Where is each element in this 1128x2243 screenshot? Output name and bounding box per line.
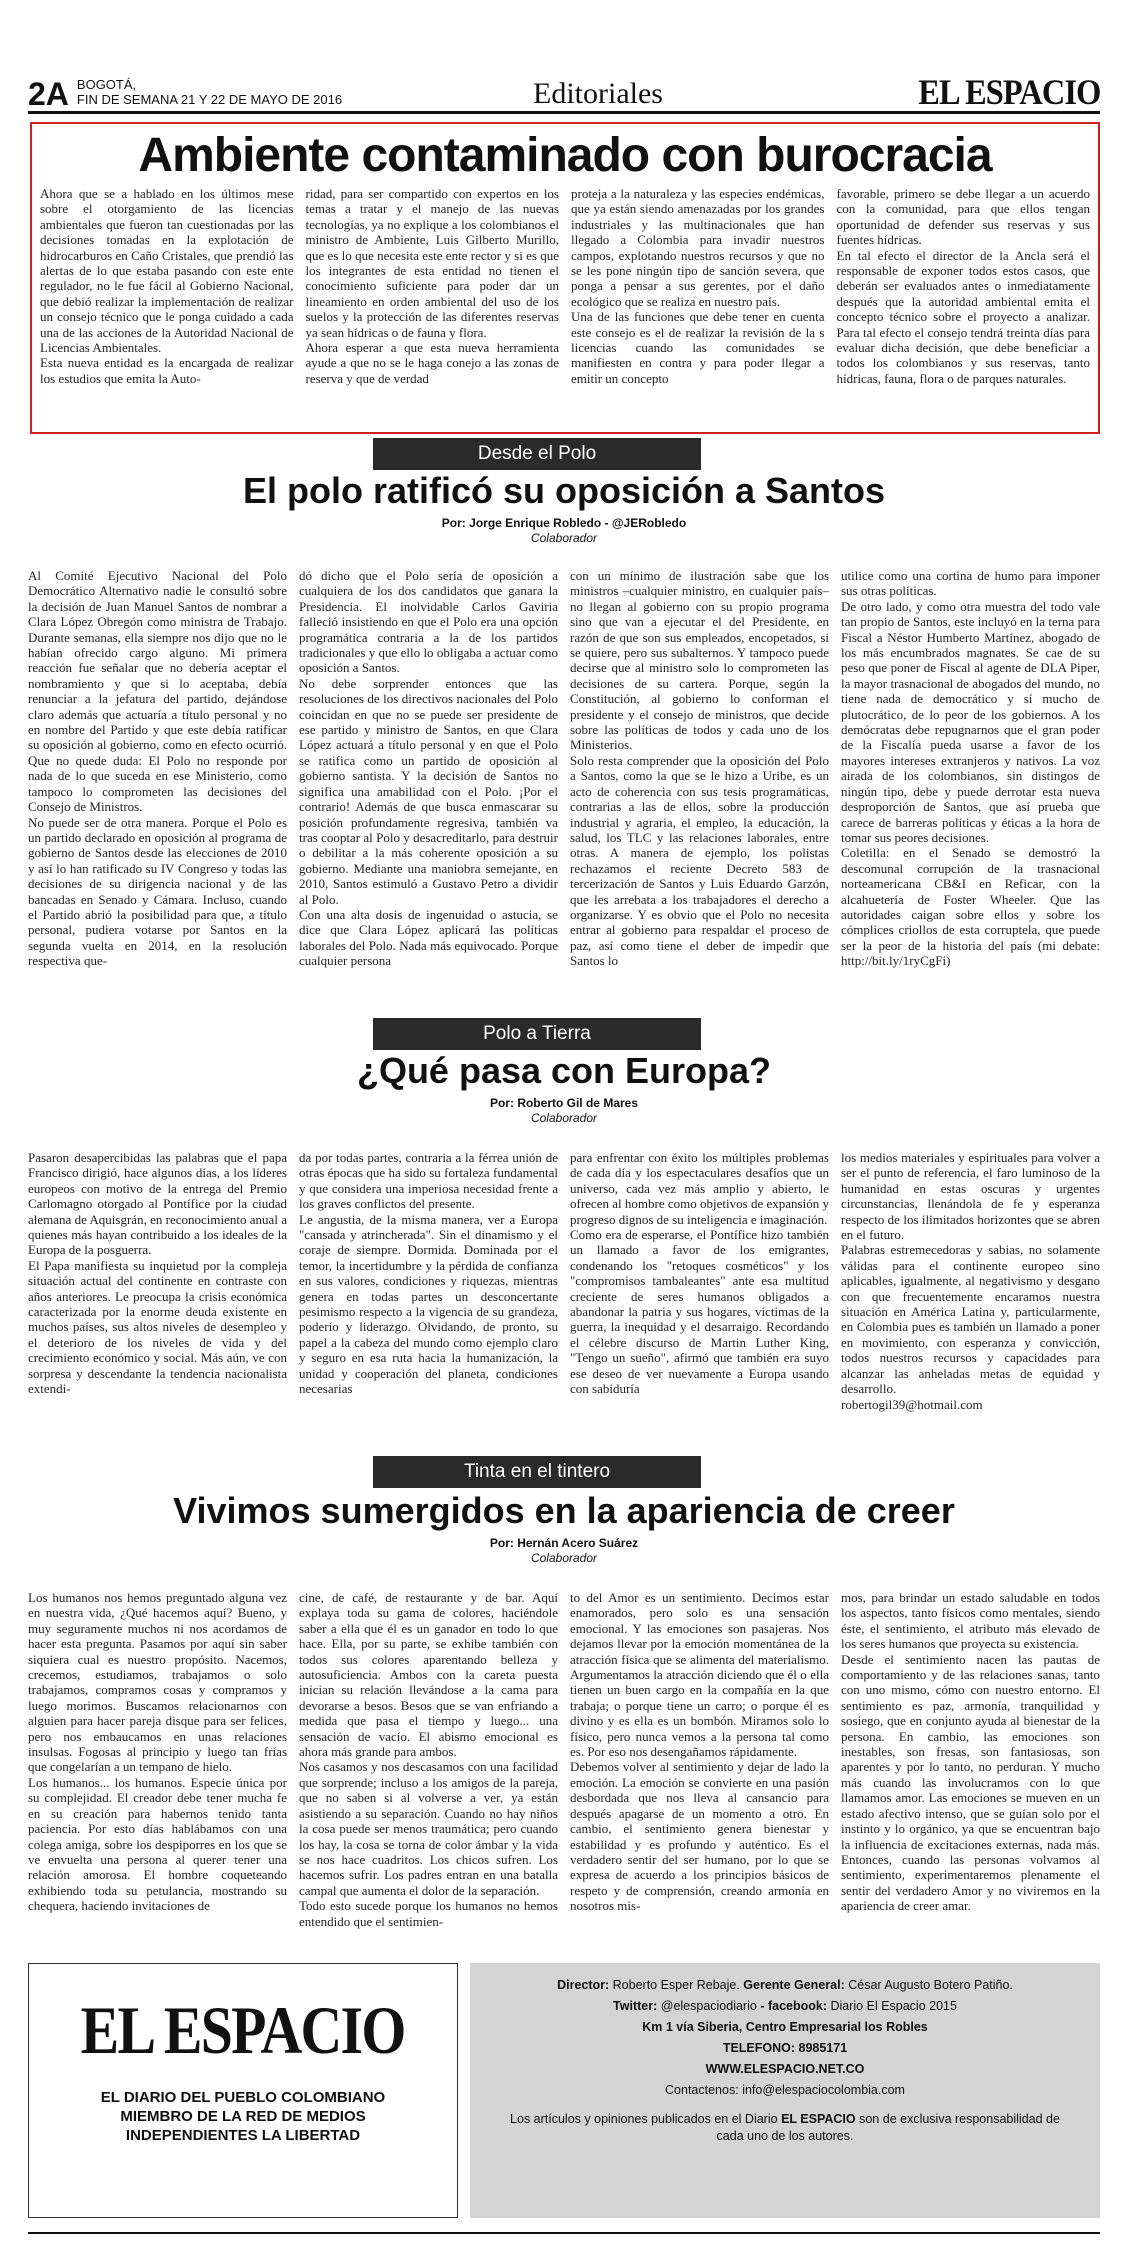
editorial-column: favorable, primero se debe llegar a un acuerdo con la comunidad, para que ellos tengan oportunidad de defender sus reservas y sus fuentes hídricas. En tal efecto el director de la Ancla será el responsable de exponer todos estos casos, que deberán ser evaluados antes o inmediatamente después que la autoridad ambiental emita el concepto técnico sobre el proyecto a analizar. Para tal efecto el consejo tendrá treinta días para evaluar dicha decisión, que debe beneficiar a todos los colombianos y sus reservas, tanto hídricas, fauna, flora o de parques naturales. <box>836 186 1090 386</box>
byline-label: Por: <box>489 1096 514 1110</box>
section-title: Editoriales <box>533 77 663 110</box>
editorial-column: proteja a la naturaleza y las especies endémicas, que ya están siendo amenazadas por los grandes industriales y las multinacionales que han llegado a Colombia para invadir nuestros campos, explotando nuestros recursos y que no se les pone ningún tipo de sanción severa, que ponga a pensar a sus gerentes, por el daño ecológico que se realiza en nuestro país. Una de las funciones que debe tener en cuenta este consejo es el de realizar la revisión de la s licencias cuando las comunidades se manifiesten en contra y para poder llegar a emitir un concepto <box>571 186 825 386</box>
disclaimer <box>505 2111 1065 2145</box>
twitter-label: Twitter: <box>613 1999 658 2013</box>
article-body <box>28 1150 1100 1450</box>
footer-member-line: INDEPENDIENTES LA LIBERTAD <box>125 2127 361 2144</box>
byline <box>28 516 1100 546</box>
disclaimer-text: Los artículos y opiniones publicados en el Diario <box>510 2112 778 2126</box>
article-column: utilice como una cortina de humo para imponer sus otras políticas. De otro lado, y como otra muestra del todo vale tan propio de Santos, este incluyó en la terna para Fiscal a Néstor Humberto Martínez, abogado de los más encumbrados magnates. Se cae de su peso que poner de Fiscal al agente de DLA Piper, la mayor trasnacional de abogados del mundo, no tiene nada de democrático y sí mucho de plutocrático, de lo peor de los gobiernos. A los demócratas debe repugnarnos que el gran poder de la Fiscalía pueda usarse a favor de los mayores intereses extranjeros y nativos. La voz airada de los colombianos, sin distingos de ningún tipo, debe y puede derrotar esta nueva desproporción de Santos, que así prueba que carece de barreras políticas y éticas a la hora de tomar sus peores decisiones. Coletilla: en el Senado se demostró la descomunal corrupción de la trasnacional norteamericana CB&I en Reficar, con la alcahuetería de Foster Wheeler. Que las autoridades caigan sobre ellos y sobre los cómplices criollos de esta corruptela, que puede ser la peor de la historia del país (mi debate: http://bit.ly/1ryCgFi) <box>841 568 1100 969</box>
article-title: ¿Qué pasa con Europa? <box>356 1050 772 1091</box>
contact-email[interactable]: info@elespaciocolombia.com <box>742 2083 905 2097</box>
city: BOGOTÁ, <box>76 77 137 92</box>
article-column: Los humanos nos hemos preguntado alguna vez en nuestra vida, ¿Qué hacemos aquí? Bueno, y muy seguramente muchos ni nos acordamos de hacer esta pregunta. Pasamos por aquí sin saber siquiera cual es nuestro propósito. Nacemos, crecemos, estudiamos, trabajamos o solo trabajamos, compramos cosas y compramos y luego morimos. Buscamos relacionarnos con alguien para hacer pareja disque para ser felices, pero nos embaucamos en unas relaciones insulsas. Fogosas al principio y luego tan frías que congelarían a un tempano de hielo. Los humanos... los humanos. Especie única por su complejidad. El creador debe tener mucha fe en su creación para habernos tenido tanta paciencia. Por esto días hablábamos con una colega amiga, sobre los despiporres en los que se ve envuelta una persona al querer tener una relación amorosa. El hombre coqueteando exhibiendo toda su petulancia, mostrando su chequera, haciendo invitaciones de <box>28 1590 287 1914</box>
article-column: para enfrentar con éxito los múltiples problemas de cada día y los espectaculares desafíos que un universo, cada vez más amplio y abierto, le ofrecen al hombre como objetivos de expansión y progreso dignos de su inteligencia e imaginación. Como era de esperarse, el Pontífice hizo también un llamado a favor de los emigrantes, condenando los "retoques cosméticos" y los "compromisos tambaleantes" ante esa multitud creciente de seres humanos obligados a abandonar la patria y sus hogares, víctimas de la guerra, la inequidad y el desarraigo. Recordando el célebre discurso de Martin Luther King, "Tengo un sueño", afirmó que también era suyo ese deseo de ver nuevamente a Europa usando con sabiduría <box>570 1150 829 1397</box>
page-number: 2A <box>28 76 69 112</box>
author-role: Colaborador <box>530 531 598 545</box>
section-tag: Polo a Tierra <box>373 1018 701 1050</box>
editorial-column: ridad, para ser compartido con expertos en los temas a tratar y el manejo de las nuevas tecnologías, ya no explique a los colombianos el ministro de Ambiente, Luis Gilberto Murillo, que es lo que necesita este ente rector y si es que los integrantes de esta entidad no tienen el conocimiento suficiente para poder dar un lineamiento en orden ambiental del uso de los suelos y la protección de las diferentes reservas ya sean hídricas o de fauna y flora. Ahora esperar a que esta nueva herramienta ayude a que no se le haga conejo a las zonas de reserva y que de verdad <box>305 186 559 386</box>
page-header <box>28 72 1100 114</box>
director-label: Director: <box>557 1978 610 1992</box>
article-column: con un mínimo de ilustración sabe que los ministros –cualquier ministro, en cualquier país– no llegan al gobierno con su propio programa sino que van a ejecutar el del Presidente, en razón de que son sus empleados, encopetados, si se quiere, pero sus subalternos. Y tampoco puede decirse que al ministro solo lo comprometen las decisiones de su cartera. Porque, según la Constitución, al gobierno lo conforman el presidente y el consejo de ministros, que decide sobre las políticas de todos y cada uno de los Ministerios. Solo resta comprender que la oposición del Polo a Santos, como la que se le hizo a Uribe, es un acto de coherencia con sus tesis programáticas, contrarias a las de ellos, sobre la producción industrial y agraria, el empleo, la educación, la salud, los TLC y las relaciones laborales, entre otras. A manera de ejemplo, los polistas rechazamos el reciente Decreto 583 de tercerización de Santos y Luis Eduardo Garzón, que les arrebata a los trabajadores el derecho a organizarse. Y es obvio que el Polo no necesita entrar al gobierno para respaldar el proceso de paz, así como tiene el deber de impedir que Santos lo <box>570 568 829 969</box>
phone-label: TELEFONO: <box>722 2041 796 2055</box>
article-column: Pasaron desapercibidas las palabras que el papa Francisco dirigió, hace algunos días, a los líderes europeos con motivo de la entrega del Premio Carlomagno otorgado al Pontífice por la ciudad alemana de Aquisgrán, en reconocimiento anual a quienes más hayan contribuido a los ideales de la Europa de la posguerra. El Papa manifiesta su inquietud por la compleja situación actual del continente en contraste con años anteriores. Le preocupa la crisis económica caracterizada por la enorme deuda existente en muchos países, sus altos niveles de desempleo y el deterioro de los niveles de vida y del crecimiento económico y social. Más aún, ve con sorpresa y descendante la tendencia nacionalista extendi- <box>28 1150 287 1397</box>
author-name: Jorge Enrique Robledo - @JERobledo <box>469 516 687 530</box>
article-column: to del Amor es un sentimiento. Decimos estar enamorados, pero solo es una sensación emocional. Y las emociones son pasajeras. Nos dejamos llevar por la emoción momentánea de la atracción física que se alimenta del materialismo. Argumentamos la atracción diciendo que él o ella tienen un buen cargo en la compañía en la que trabaja; o porque tiene un carro; o porque él es divino y es ella es un bombón. Miramos solo lo físico, pero nunca vemos a la persona tal como es. Por eso nos desengañamos rápidamente. Debemos volver al sentimiento y dejar de lado la emoción. La emoción se convierte en una pasión desbordada que nos lleva al cansancio para después apagarse de un momento a otro. En cambio, el sentimiento genera bienestar y estabilidad y es profundo y auténtico. Es el verdadero sentir del ser humano, por lo que se expresa de acuerdo a los principios básicos de respeto y de comprensión, creando armonía en nosotros mis- <box>570 1590 829 1914</box>
author-name: Roberto Gil de Mares <box>517 1096 639 1110</box>
article-column: Al Comité Ejecutivo Nacional del Polo Democrático Alternativo nadie le consultó sobre la decisión de Juan Manuel Santos de nombrar a Clara López Obregón como ministra de Trabajo. Durante semanas, ella siempre nos dijo que no le habían ofrecido cargo alguno. Mi primera reacción fue señalar que no debería aceptar el nombramiento y que si lo aceptaba, debía renunciar a la jefatura del partido, dejándose claro además que actuaría a título personal y no en nombre del Partido y que este debía ratificar su oposición al gobierno, como en efecto ocurrió. Que no quede duda: El Polo no responde por nada de lo que suceda en ese Ministerio, como tampoco lo comprometen las decisiones del Consejo de Ministros. No puede ser de otra manera. Porque el Polo es un partido declarado en oposición al programa de gobierno de Santos desde las elecciones de 2010 y así lo han ratificado su IV Congreso y todas las decisiones de su dirigencia nacional y de las bancadas en Senado y Cámara. Incluso, cuando el Partido abrió la posibilidad para que, a título personal, pudiera votarse por Santos en la segunda vuelta en 2014, en la resolución respectiva que- <box>28 568 287 969</box>
author-name: Hernán Acero Suárez <box>517 1536 639 1550</box>
footer-logo-box <box>28 1963 458 2218</box>
byline-label: Por: <box>489 1536 514 1550</box>
author-role: Colaborador <box>530 1551 598 1565</box>
editorial-column: Ahora que se a hablado en los últimos mese sobre el otorgamiento de las licencias ambientales que fueron tan cuestionadas por las decisiones tomadas en la explotación de hidrocarburos en Caño Cristales, que prendió las alertas de lo que estaba pasando con este ente regulador, no le fue fácil al Gobierno Nacional, que debió realizar la implementación de realizar un consejo técnico que le ponga cuidado a cada una de las acciones de la Autoridad Nacional de Licencias Ambientales. Esta nueva entidad es la encargada de realizar los estudios que emita la Auto- <box>40 186 294 386</box>
article-title: El polo ratificó su oposición a Santos <box>242 470 886 511</box>
website-link[interactable]: WWW.ELESPACIO.NET.CO <box>705 2062 865 2076</box>
address: Km 1 vía Siberia, Centro Empresarial los Robles <box>642 2020 928 2034</box>
editorial-box <box>30 122 1100 434</box>
phone-number: 8985171 <box>798 2041 848 2055</box>
editorial-body <box>40 186 1090 424</box>
masthead-logo: EL ESPACIO <box>917 72 1100 112</box>
editorial-title: Ambiente contaminado con burocracia <box>138 129 992 182</box>
director-name: Roberto Esper Rebaje. <box>612 1978 740 1992</box>
footer-credits <box>470 1963 1100 2218</box>
contact-label: Contactenos: <box>665 2083 739 2097</box>
gerente-name: César Augusto Botero Patiño. <box>848 1978 1013 1992</box>
footer-logo: EL ESPACIO <box>80 1992 406 2068</box>
article-body <box>28 568 1100 988</box>
bottom-rule <box>28 2232 1100 2234</box>
facebook-page[interactable]: Diario El Espacio 2015 <box>830 1999 957 2013</box>
credits-director <box>470 1975 1100 1996</box>
byline-label: Por: <box>441 516 466 530</box>
disclaimer-brand: EL ESPACIO <box>781 2112 856 2126</box>
article-column: mos, para brindar un estado saludable en todos los aspectos, tanto físicos como mentales, siendo éste, el sentimiento, el atributo más elevado de los seres humanos que proyecta su existencia. Desde el sentimiento nacen las pautas de comportamiento y de las relaciones sanas, tanto con uno mismo, cómo con nuestro entorno. El sentimiento es paz, armonía, tranquilidad y sosiego, que en conjunto ayuda al bienestar de la persona. En cambio, las emociones son inestables, son fresas, son fantasiosas, son aparentes y por lo tanto, no perduran. Y mucho más cuando las involucramos con lo que llamamos amor. Las emociones se mueven en un estado afectivo intenso, que se guían solo por el instinto y lo orgánico, ya que se encuentran bajo la influencia de excitaciones externas, nada más. Entonces, cuando las personas volvamos al sentimiento, experimentaremos plenamente el sentir del verdadero Amor y no viviremos en la apariencia de creer amar. <box>841 1590 1100 1914</box>
credits-social <box>470 1996 1100 2017</box>
author-role: Colaborador <box>530 1111 598 1125</box>
section-tag: Desde el Polo <box>373 438 701 470</box>
article-column: da por todas partes, contraria a la férrea unión de otras épocas que ha sido su fortaleza fundamental y que considera una imperiosa necesidad frente a los graves conflictos del presente. Le angustia, de la misma manera, ver a Europa "cansada y atrincherada". Sin el dinamismo y el coraje de siempre. Dormida. Dominada por el temor, la incertidumbre y la pérdida de confianza en sus valores, condiciones y riquezas, mientras genera en todas partes un desconcertante pesimismo respecto a la vigencia de su grandeza, poderío y liderazgo. Olvidando, de pronto, su papel a la cabeza del mundo como ejemplo claro y seguro en esa ruta hacia la humanización, la unidad y cooperación del planeta, condiciones necesarias <box>299 1150 558 1397</box>
article-column: cine, de café, de restaurante y de bar. Aquí explaya toda su gama de colores, haciéndole saber a ella que él es un ganador en todo lo que hace. Ella, por su parte, se exhibe también con todos sus colores aparentando belleza y autosuficiencia. Ambos con la careta puesta inician su relación llevándose a la cama para devorarse a besos. Besos que se van enfriando a medida que pasa el tiempo y luego... una sensación de vacío. El abismo emocional es ahora más grande para ambos. Nos casamos y nos descasamos con una facilidad que sorprende; incluso a los amigos de la pareja, que no saben si al volverse a ver, ya están asistiendo a su separación. Cuando no hay niños la cosa puede ser menos traumática; pero cuando los hay, la cosa se torna de color ámbar y la vida se nos hace cuadritos. Los chicos sufren. Los hacemos sufrir. Los padres entran en una batalla campal que aumenta el dolor de la separación. Todo esto sucede porque los humanos no hemos entendido que el sentimien- <box>299 1590 558 1929</box>
disclaimer-text: son de exclusiva responsabilidad de cada uno de los autores. <box>716 2112 1060 2143</box>
byline <box>28 1096 1100 1126</box>
facebook-label: - facebook: <box>760 1999 827 2013</box>
article-column: los medios materiales y espirituales para volver a ser el punto de referencia, el faro luminoso de la humanidad en estas oscuras y urgentes circunstancias, llenándola de fe y esperanza respecto de los ilimitados horizontes que se abren en el futuro. Palabras estremecedoras y sabias, no solamente válidas para el continente europeo sino aplicables, igualmente, al negativismo y desgano con que frecuentemente encaramos nuestra situación en América Latina y, particularmente, en Colombia pues es también un llamado a poner en movimiento, con esperanza y convicción, todos nuestros recursos y capacidades para alcanzar las anheladas metas de equidad y desarrollo. robertogil39@hotmail.com <box>841 1150 1100 1412</box>
byline <box>28 1536 1100 1566</box>
footer-member-line: MIEMBRO DE LA RED DE MEDIOS <box>120 2108 366 2125</box>
twitter-handle[interactable]: @elespaciodiario <box>660 1999 757 2013</box>
gerente-label: Gerente General: <box>743 1978 845 1992</box>
article-title: Vivimos sumergidos en la apariencia de creer <box>173 1490 955 1531</box>
date: FIN DE SEMANA 21 Y 22 DE MAYO DE 2016 <box>76 92 343 107</box>
article-body <box>28 1590 1100 1952</box>
edition-date <box>77 77 342 111</box>
footer-slogan: EL DIARIO DEL PUEBLO COLOMBIANO <box>100 2089 386 2106</box>
article-column: dó dicho que el Polo sería de oposición a cualquiera de los dos candidatos que ganara la Presidencia. El inolvidable Carlos Gaviria falleció insistiendo en que el Polo era una opción programática contraria a la de los partidos tradicionales y que ello lo obligaba a actuar como oposición a Santos. No debe sorprender entonces que las resoluciones de los directivos nacionales del Polo coincidan en que no se puede ser presidente de ese partido y ministro de Santos, en que Clara López actuará a título personal y en que el Polo se ratifica como un partido de oposición al gobierno santista. Y la decisión de Santos no significa una amabilidad con el Polo. ¡Por el contrario! Además de que busca enmascarar su posición profundamente regresiva, también va tras cooptar al Polo y desacreditarlo, para destruir o debilitar a la más coherente oposición a su gobierno. Mediante una maniobra semejante, en 2010, Santos estimuló a Gustavo Petro a dividir al Polo. Con una alta dosis de ingenuidad o astucia, se dice que Clara López aplicará las políticas laborales del Polo. Nada más equivocado. Porque cualquier persona <box>299 568 558 969</box>
section-tag: Tinta en el tintero <box>373 1456 701 1488</box>
